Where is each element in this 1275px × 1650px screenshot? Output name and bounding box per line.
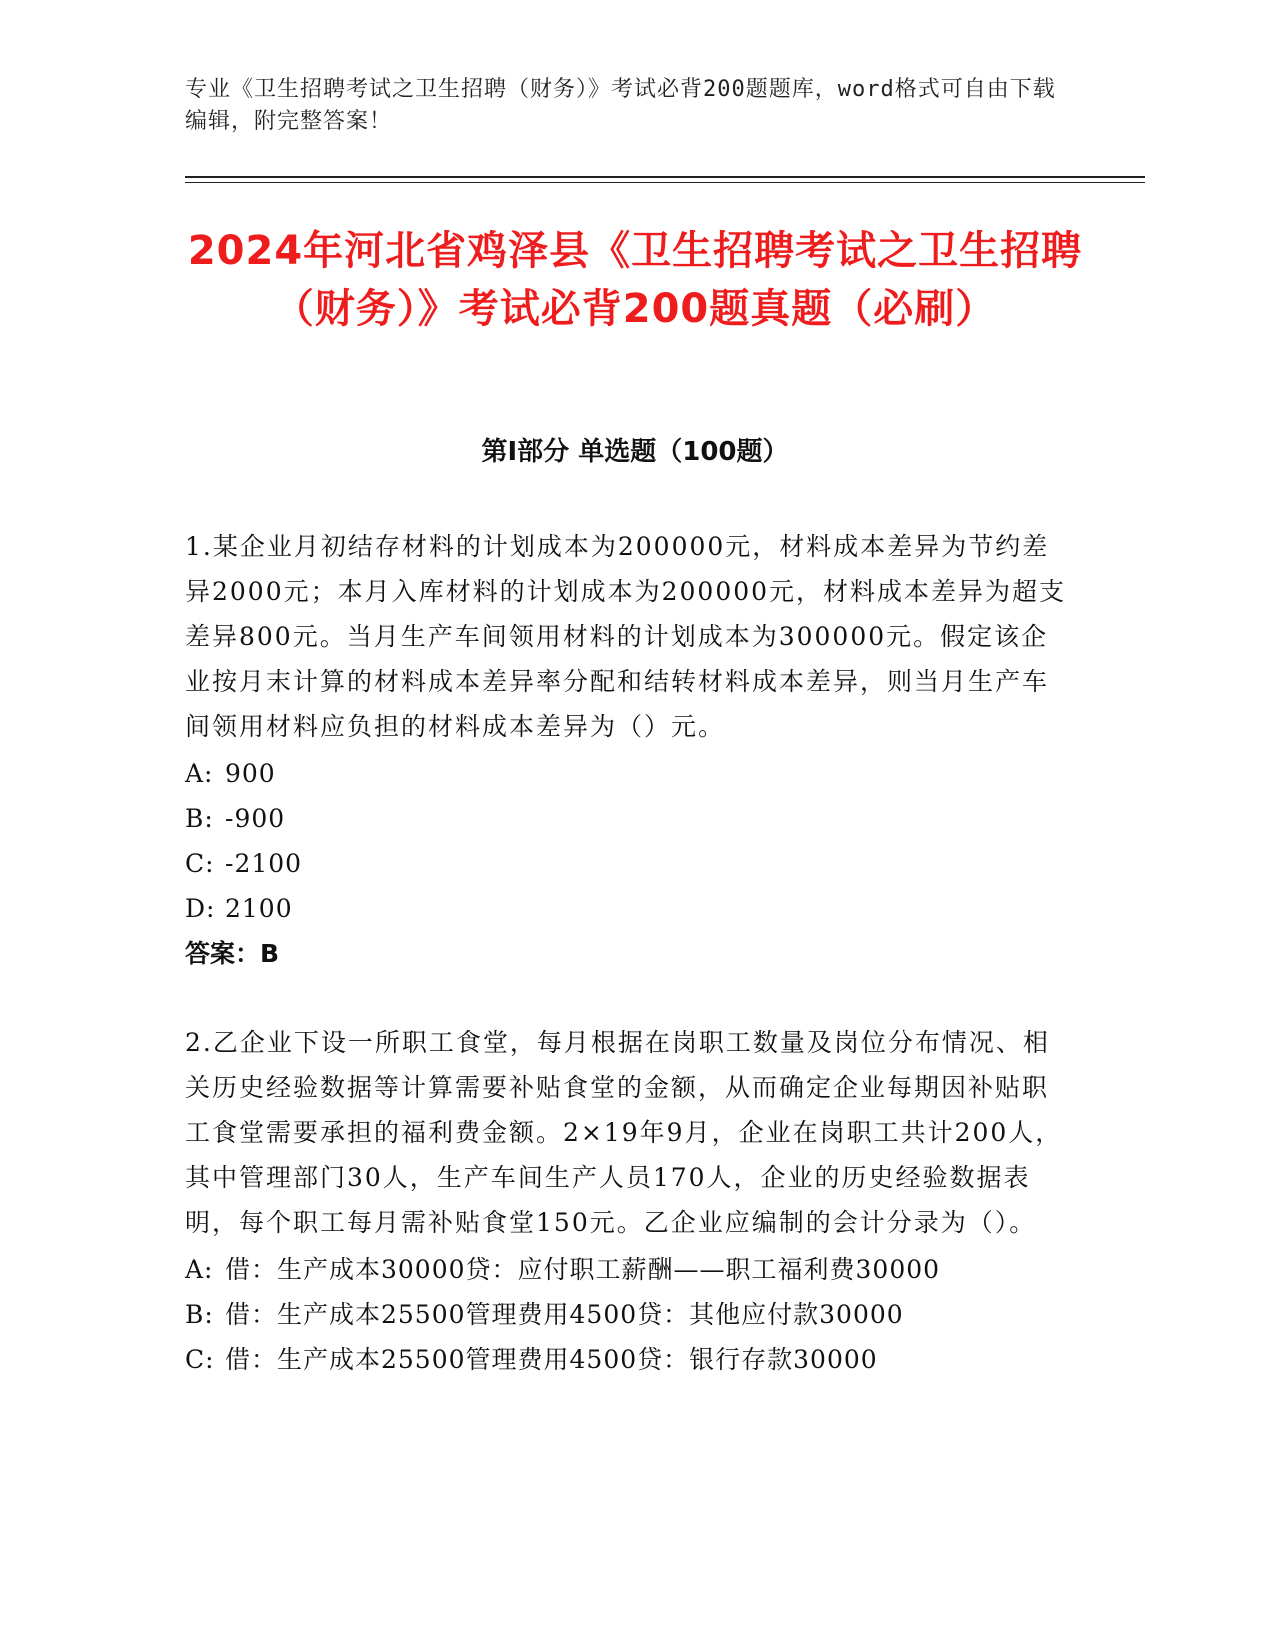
option-text: 900: [225, 759, 276, 788]
option-letter: D:: [185, 894, 216, 923]
option-letter: B:: [185, 804, 214, 833]
option-text: -900: [225, 804, 286, 833]
question-2: [185, 1020, 1075, 1382]
header-rule-thin: [185, 182, 1145, 183]
document-title: 2024年河北省鸡泽县《卫生招聘考试之卫生招聘（财务）》考试必背200题真题（必刷）: [187, 228, 1083, 332]
answer-line: 答案：B: [185, 939, 280, 968]
option-text: 借：生产成本25500管理费用4500贷：其他应付款30000: [225, 1300, 904, 1329]
option-letter: A:: [185, 759, 214, 788]
header-note: 专业《卫生招聘考试之卫生招聘（财务）》考试必背200题题库，word格式可自由下载编辑，附完整答案！: [185, 77, 1056, 134]
option-b: [185, 796, 1075, 841]
option-letter: B:: [185, 1300, 214, 1329]
option-text: -2100: [225, 849, 303, 878]
option-c: [185, 1337, 1075, 1382]
option-text: 2100: [225, 894, 293, 923]
option-b: [185, 1292, 1075, 1337]
option-c: [185, 841, 1075, 886]
option-list: [185, 751, 1075, 931]
option-text: 借：生产成本25500管理费用4500贷：银行存款30000: [225, 1345, 878, 1374]
option-letter: C:: [185, 849, 215, 878]
question-1: [185, 524, 1075, 976]
option-a: [185, 1247, 1075, 1292]
option-letter: A:: [185, 1255, 214, 1284]
option-letter: C:: [185, 1345, 215, 1374]
question-stem: 1.某企业月初结存材料的计划成本为200000元，材料成本差异为节约差异2000元；本月入库材料的计划成本为200000元，材料成本差异为超支差异800元。当月生产车间领用材料的计划成本为300000元。假定该企业按月末计算的材料成本差异率分配和结转材料成本差异，则当月生产车间领用材料应负担的材料成本差异为（）元。: [185, 532, 1067, 741]
section-title: 第I部分 单选题（100题）: [481, 437, 789, 467]
option-text: 借：生产成本30000贷：应付职工薪酬——职工福利费30000: [225, 1255, 941, 1284]
option-d: [185, 886, 1075, 931]
header-rule-thick: [185, 176, 1145, 178]
question-stem: 2.乙企业下设一所职工食堂，每月根据在岗职工数量及岗位分布情况、相关历史经验数据等计算需要补贴食堂的金额，从而确定企业每期因补贴职工食堂需要承担的福利费金额。2×19年9月，企业在岗职工共计200人，其中管理部门30人，生产车间生产人员170人，企业的历史经验数据表明，每个职工每月需补贴食堂150元。乙企业应编制的会计分录为（）。: [185, 1028, 1063, 1237]
option-list: [185, 1247, 1075, 1382]
option-a: [185, 751, 1075, 796]
